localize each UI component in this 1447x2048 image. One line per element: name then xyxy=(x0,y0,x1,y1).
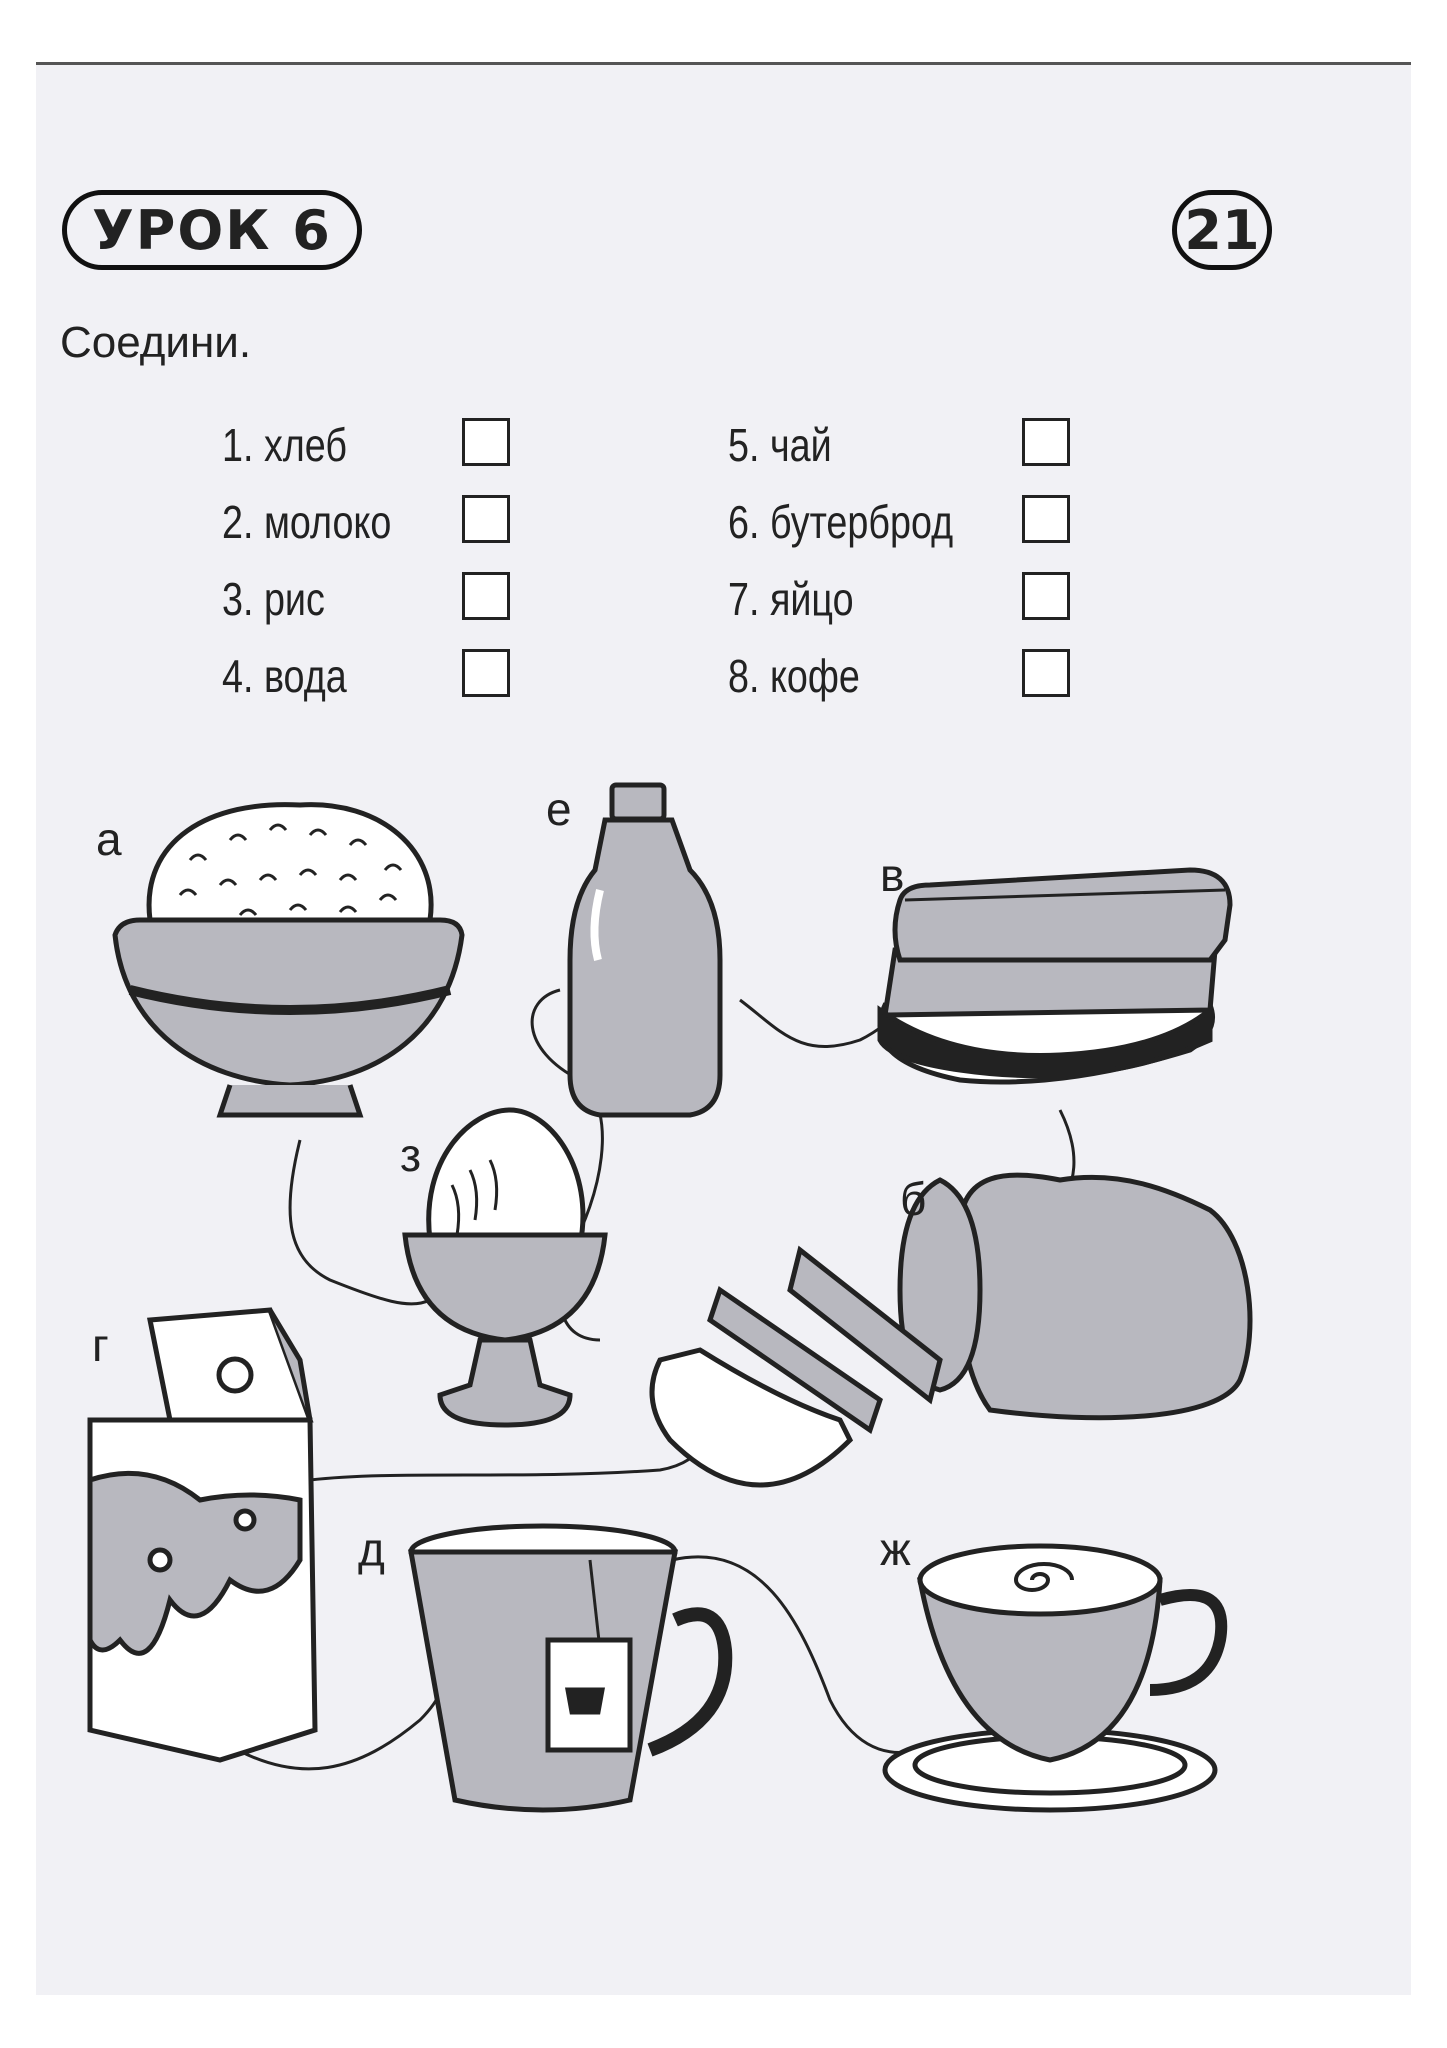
page-number: 21 xyxy=(1172,190,1272,270)
picture-letter-b: б xyxy=(900,1173,927,1225)
picture-letter-g: г xyxy=(92,1319,109,1371)
tea-mug-icon xyxy=(411,1526,725,1810)
word-item: 8. кофе xyxy=(728,650,860,702)
lesson-badge: УРОК 6 xyxy=(62,190,362,270)
word-item: 1. хлеб xyxy=(222,419,347,471)
picture-letter-d: д xyxy=(358,1523,385,1575)
word-item: 6. бутерброд xyxy=(728,496,954,548)
word-item: 4. вода xyxy=(222,650,347,702)
egg-cup-icon xyxy=(405,1110,605,1425)
word-item: 2. молоко xyxy=(222,496,392,548)
sandwich-icon xyxy=(880,870,1230,1082)
milk-carton-icon xyxy=(90,1310,315,1760)
coffee-cup-icon xyxy=(885,1546,1221,1810)
word-item: 3. рис xyxy=(222,573,325,625)
picture-letter-e: е xyxy=(546,783,572,835)
bread-loaf-icon xyxy=(652,1175,1250,1485)
picture-letter-a: а xyxy=(96,813,122,865)
instruction-text: Соедини. xyxy=(60,318,252,367)
picture-letter-z: з xyxy=(400,1129,422,1181)
word-item: 7. яйцо xyxy=(728,573,854,625)
picture-letter-v: в xyxy=(880,849,905,901)
picture-letter-zh: ж xyxy=(880,1523,911,1575)
rice-bowl-icon xyxy=(115,805,462,1115)
water-bottle-icon xyxy=(570,785,720,1115)
word-item: 5. чай xyxy=(728,419,832,471)
